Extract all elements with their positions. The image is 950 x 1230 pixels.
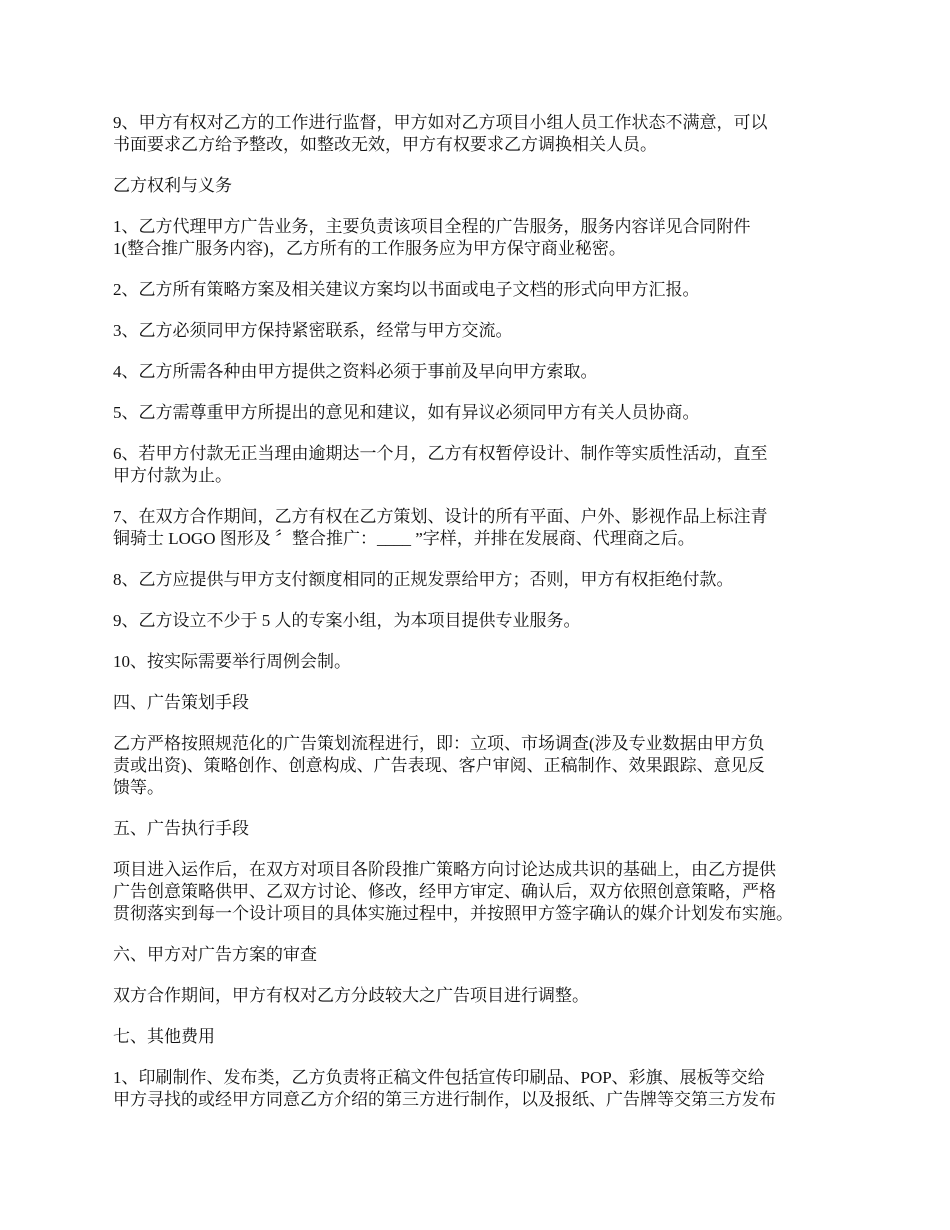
text-line: 1、乙方代理甲方广告业务，主要负责该项目全程的广告服务，服务内容详见合同附件 xyxy=(113,217,751,236)
section-heading-party-b-rights xyxy=(113,175,853,197)
text-line: 2、乙方所有策略方案及相关建议方案均以书面或电子文档的形式向甲方汇报。 xyxy=(113,280,700,299)
paragraph-ad-execution xyxy=(113,859,853,925)
paragraph-ad-planning xyxy=(113,733,853,799)
text-line: 5、乙方需尊重甲方所提出的意见和建议，如有异议必须同甲方有关人员协商。 xyxy=(113,403,700,422)
text-line: 9、乙方设立不少于 5 人的专案小组，为本项目提供专业服务。 xyxy=(113,611,581,630)
text-line: 双方合作期间，甲方有权对乙方分歧较大之广告项目进行调整。 xyxy=(113,986,589,1005)
section-heading-other-fees xyxy=(113,1026,853,1048)
text-line: 甲方付款为止。 xyxy=(113,466,232,485)
text-line: 甲方寻找的或经甲方同意乙方介绍的第三方进行制作，以及报纸、广告牌等交第三方发布 xyxy=(113,1090,776,1109)
paragraph-b-10 xyxy=(113,651,853,673)
text-line: 责或出资)、策略创作、创意构成、广告表现、客户审阅、正稿制作、效果跟踪、意见反 xyxy=(113,756,765,775)
text-line: 1、印刷制作、发布类，乙方负责将正稿文件包括宣传印刷品、POP、彩旗、展板等交给 xyxy=(113,1068,765,1087)
text-line: 铜骑士 LOGO 图形及 〞整合推广：____ ”字样，并排在发展商、代理商之后。 xyxy=(113,529,695,548)
paragraph-b-9 xyxy=(113,610,853,632)
paragraph-b-4 xyxy=(113,361,853,383)
paragraph-b-3 xyxy=(113,320,853,342)
paragraph-plan-review xyxy=(113,985,853,1007)
text-line: 乙方严格按照规范化的广告策划流程进行，即：立项、市场调查(涉及专业数据由甲方负 xyxy=(113,734,765,753)
text-line: 8、乙方应提供与甲方支付额度相同的正规发票给甲方；否则，甲方有权拒绝付款。 xyxy=(113,570,734,589)
text-line: 贯彻落实到每一个设计项目的具体实施过程中，并按照甲方签字确认的媒介计划发布实施。 xyxy=(113,904,793,923)
text-line: 6、若甲方付款无正当理由逾期达一个月，乙方有权暂停设计、制作等实质性活动，直至 xyxy=(113,444,768,463)
text-line: 六、甲方对广告方案的审查 xyxy=(113,945,317,964)
text-line: 四、广告策划手段 xyxy=(113,693,249,712)
paragraph-b-6 xyxy=(113,443,853,487)
text-line: 4、乙方所需各种由甲方提供之资料必须于事前及早向甲方索取。 xyxy=(113,362,598,381)
paragraph-other-fees-1 xyxy=(113,1067,853,1111)
paragraph-b-7 xyxy=(113,506,853,550)
paragraph-b-1 xyxy=(113,216,853,260)
text-line: 七、其他费用 xyxy=(113,1027,215,1046)
text-line: 五、广告执行手段 xyxy=(113,819,249,838)
text-line: 广告创意策略供甲、乙双方讨论、修改，经甲方审定、确认后，双方依照创意策略，严格 xyxy=(113,882,776,901)
text-line: 1(整合推广服务内容)，乙方所有的工作服务应为甲方保守商业秘密。 xyxy=(113,239,626,258)
text-line: 馈等。 xyxy=(113,778,164,797)
section-heading-ad-planning xyxy=(113,692,853,714)
paragraph-party-a-supervision xyxy=(113,112,853,156)
text-line: 项目进入运作后，在双方对项目各阶段推广策略方向讨论达成共识的基础上，由乙方提供 xyxy=(113,860,776,879)
text-line: 9、甲方有权对乙方的工作进行监督，甲方如对乙方项目小组人员工作状态不满意，可以 xyxy=(113,113,768,132)
text-line: 3、乙方必须同甲方保持紧密联系，经常与甲方交流。 xyxy=(113,321,513,340)
text-line: 10、按实际需要举行周例会制。 xyxy=(113,652,351,671)
text-line: 书面要求乙方给予整改，如整改无效，甲方有权要求乙方调换相关人员。 xyxy=(113,135,657,154)
text-line: 7、在双方合作期间，乙方有权在乙方策划、设计的所有平面、户外、影视作品上标注青 xyxy=(113,507,768,526)
section-heading-ad-execution xyxy=(113,818,853,840)
paragraph-b-5 xyxy=(113,402,853,424)
section-heading-plan-review xyxy=(113,944,853,966)
paragraph-b-2 xyxy=(113,279,853,301)
paragraph-b-8 xyxy=(113,569,853,591)
text-line: 乙方权利与义务 xyxy=(113,176,232,195)
document-body xyxy=(113,112,853,1130)
